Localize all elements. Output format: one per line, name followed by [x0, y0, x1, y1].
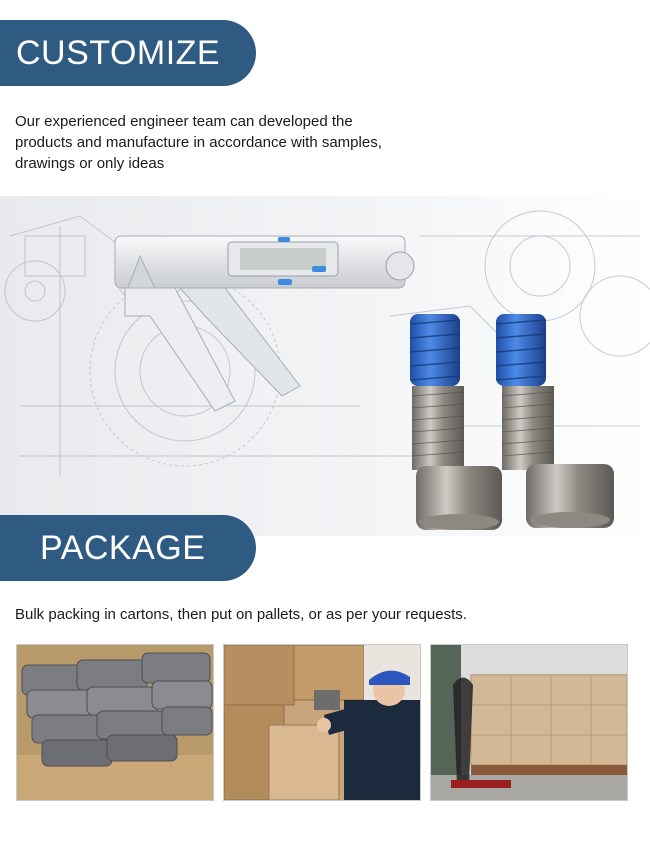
- customize-banner: [0, 20, 256, 86]
- bulk-bags-photo: [16, 644, 214, 801]
- customize-title: CUSTOMIZE: [16, 33, 221, 72]
- package-title: PACKAGE: [40, 528, 206, 567]
- pallet-cartons-photo: [430, 644, 628, 801]
- package-description: Bulk packing in cartons, then put on pallets, or as per your requests.: [15, 606, 467, 623]
- package-banner: [0, 515, 256, 581]
- customize-description: Our experienced engineer team can developed the products and manufacture in accordance with samples, drawings or only ideas: [15, 113, 382, 172]
- carton-taping-worker-photo: [223, 644, 421, 801]
- caliper-screws-illustration: [0, 196, 650, 536]
